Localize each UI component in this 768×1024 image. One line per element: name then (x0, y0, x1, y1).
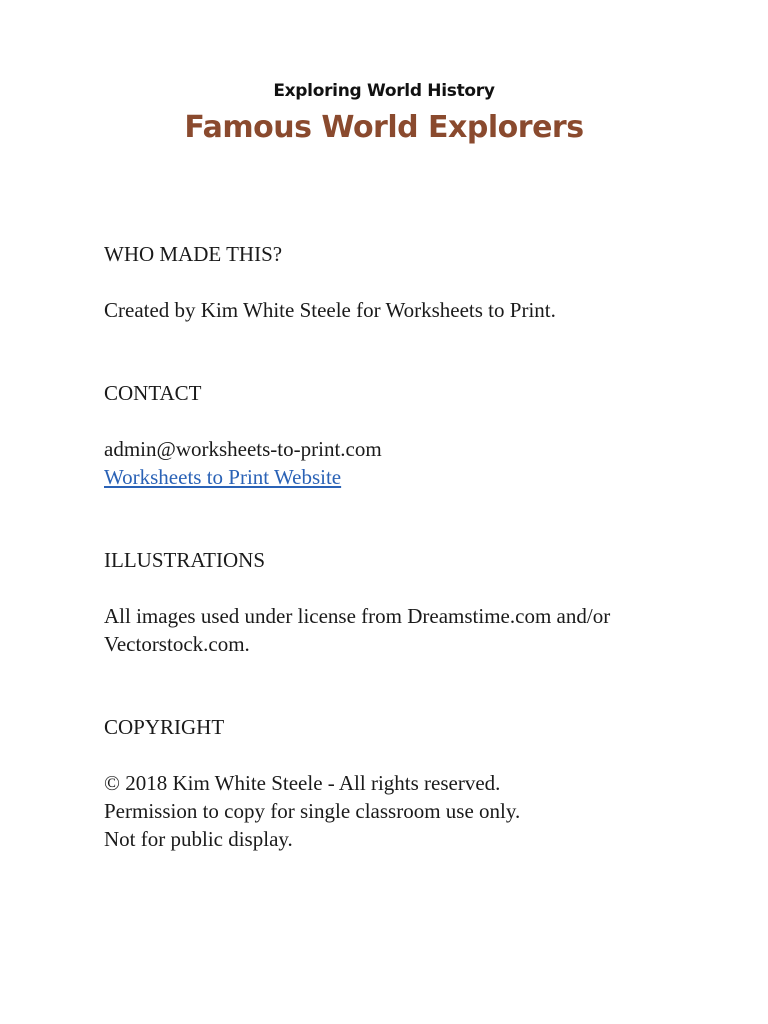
creator-text: Created by Kim White Steele for Worksheets to Print. (104, 298, 556, 322)
section-contact (104, 379, 704, 491)
copyright-text-line-1: © 2018 Kim White Steele - All rights reserved. (104, 771, 501, 795)
section-who-made-this (104, 240, 704, 324)
website-link[interactable]: Worksheets to Print Website (104, 465, 342, 489)
section-copyright (104, 713, 704, 853)
document-body (104, 240, 704, 853)
section-heading-copyright: COPYRIGHT (104, 715, 225, 739)
copyright-text-line-3: Not for public display. (104, 827, 293, 851)
section-heading-contact: CONTACT (104, 381, 202, 405)
section-heading-who: WHO MADE THIS? (104, 242, 283, 266)
document-subtitle: Exploring World History (273, 81, 495, 101)
section-heading-illustrations: ILLUSTRATIONS (104, 548, 265, 572)
document-title: Famous World Explorers (184, 110, 584, 145)
illustrations-text-line-2: Vectorstock.com. (104, 632, 250, 656)
contact-email: admin@worksheets-to-print.com (104, 437, 382, 461)
section-illustrations (104, 546, 704, 658)
copyright-text-line-2: Permission to copy for single classroom use only. (104, 799, 521, 823)
illustrations-text-line-1: All images used under license from Dreamstime.com and/or (104, 604, 611, 628)
